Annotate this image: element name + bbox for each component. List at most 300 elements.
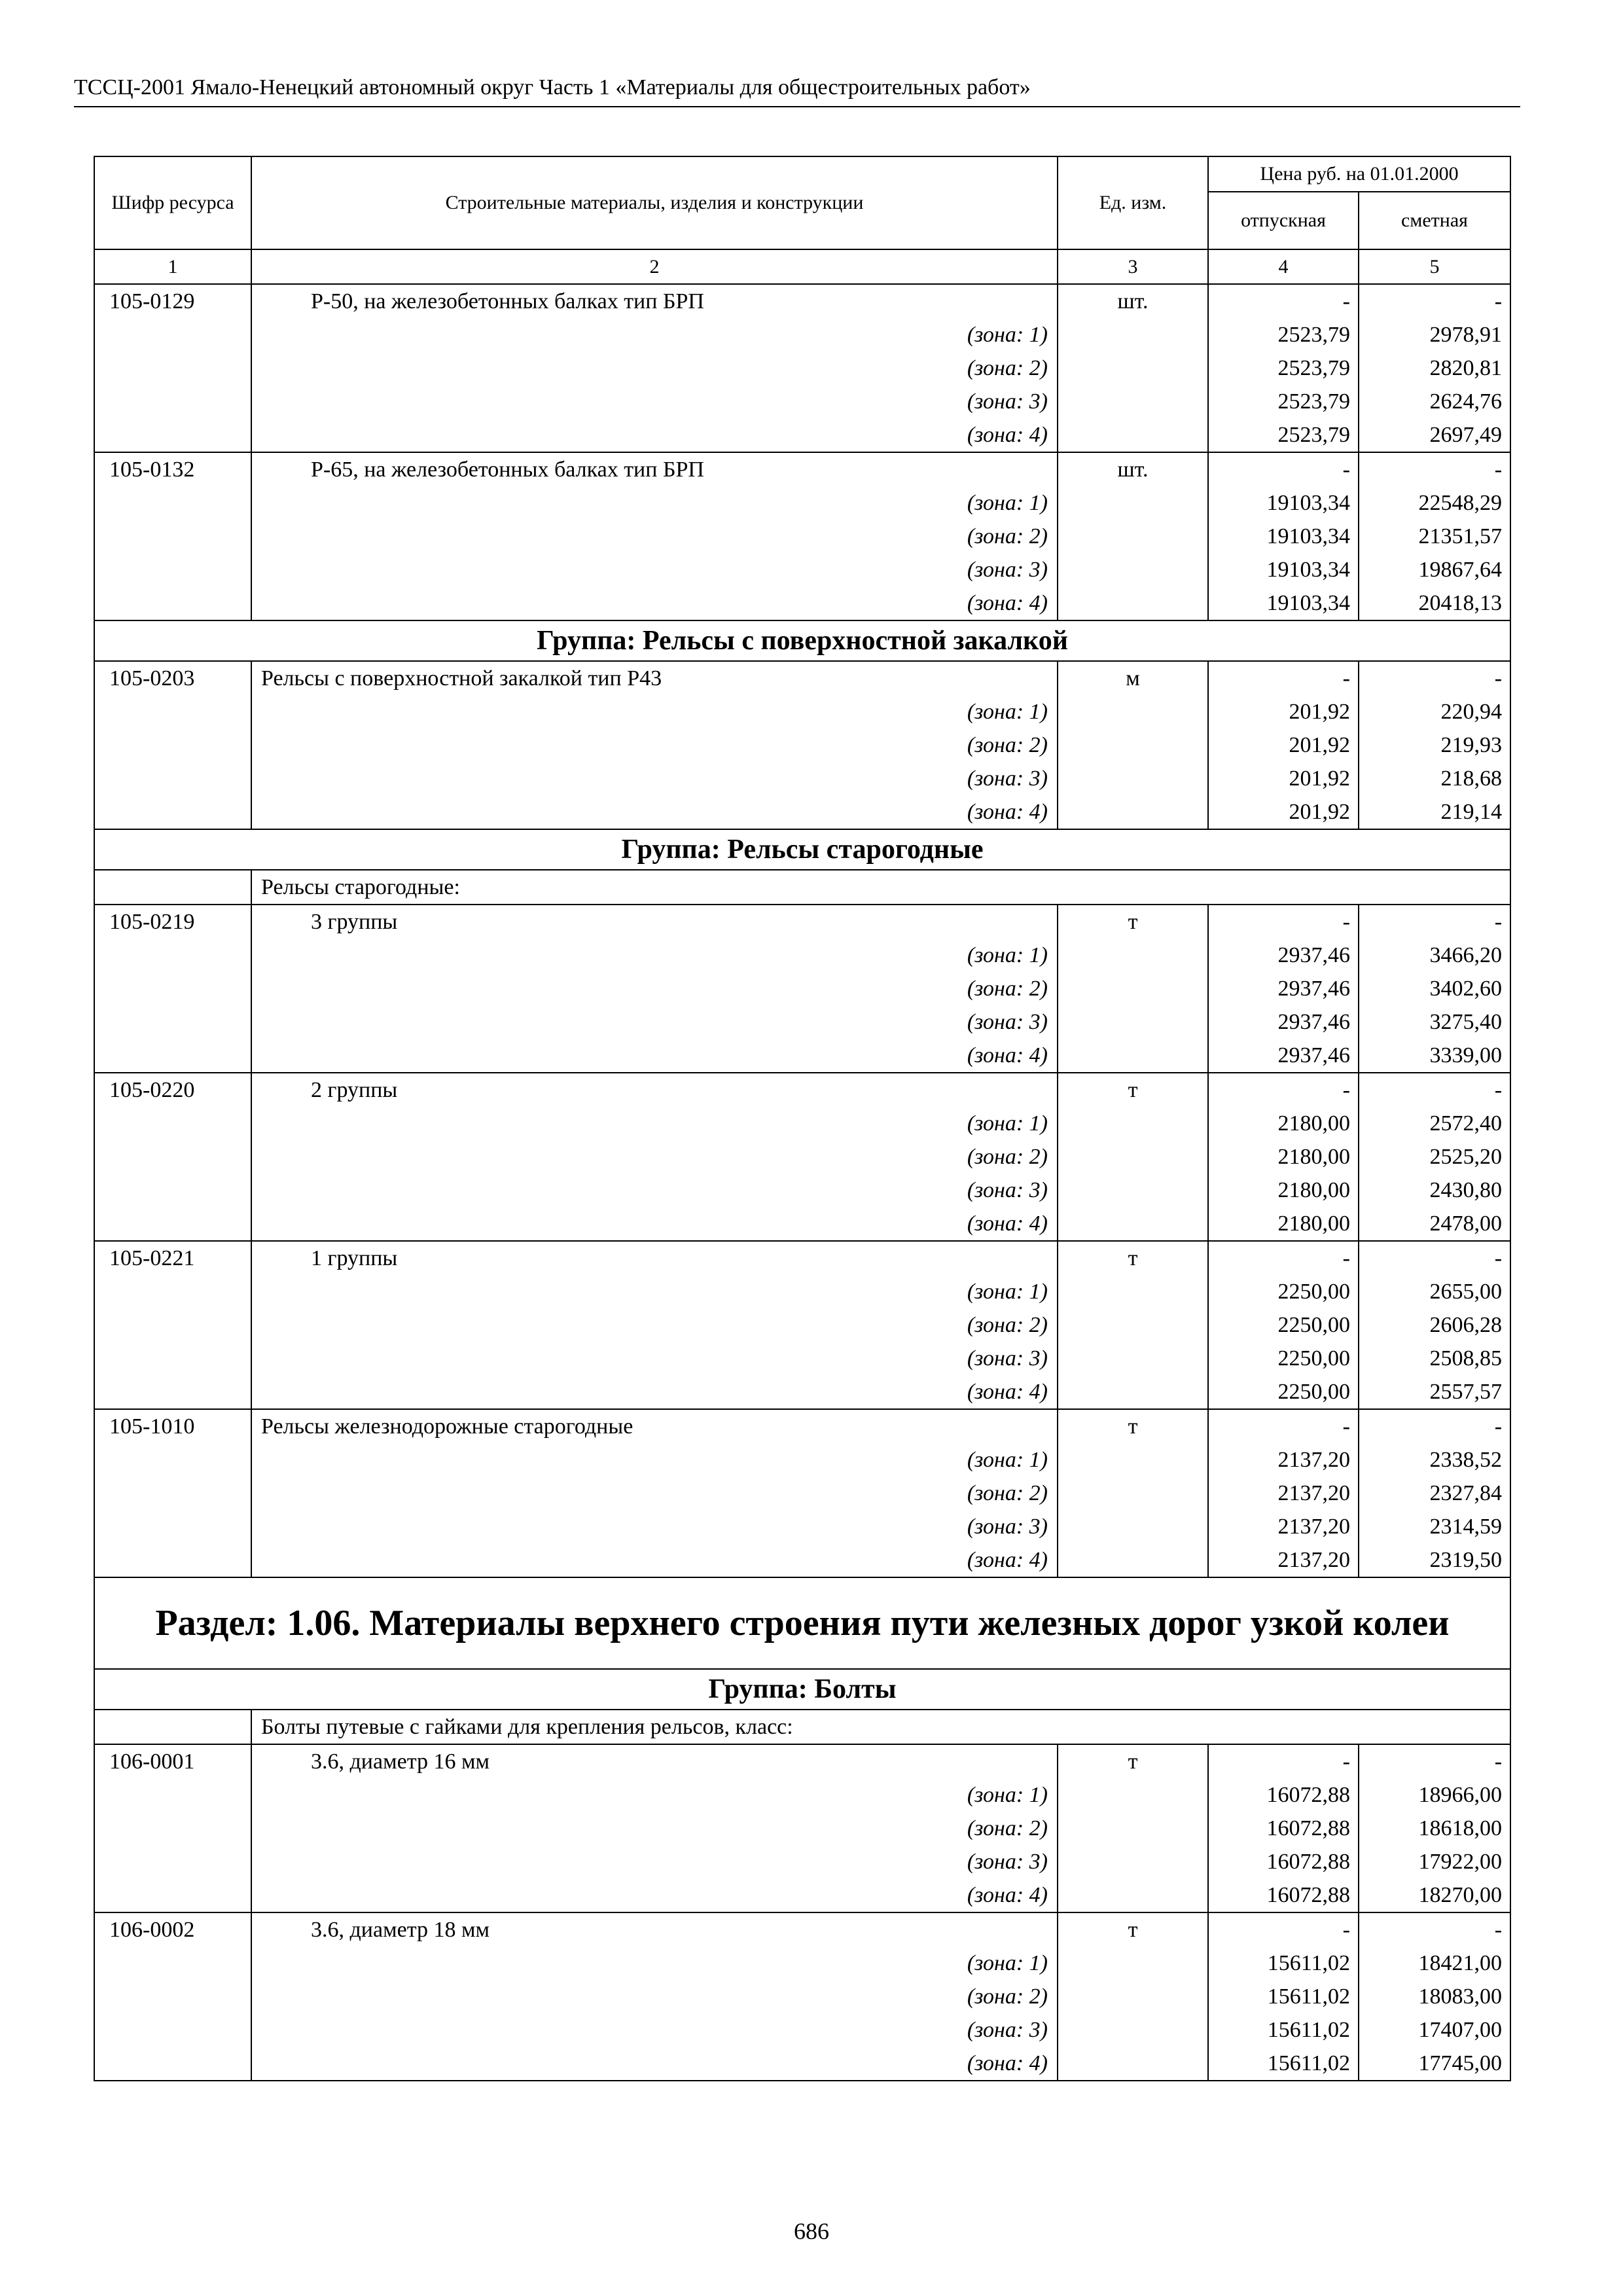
estimate-price: 2820,81 [1359, 351, 1510, 385]
empty-cell [1058, 351, 1208, 385]
zone-label: (зона: 4) [251, 1543, 1058, 1577]
resource-code: 105-1010 [94, 1409, 251, 1443]
empty-cell [1058, 972, 1208, 1005]
estimate-price: 2557,57 [1359, 1375, 1510, 1409]
estimate-price: 2655,00 [1359, 1275, 1510, 1308]
material-name: Рельсы железнодорожные старогодные [251, 1409, 1058, 1443]
release-price: 16072,88 [1208, 1778, 1359, 1812]
zone-row [94, 2047, 1510, 2081]
empty-cell [94, 1342, 251, 1375]
empty-cell [94, 1275, 251, 1308]
zone-row [94, 1477, 1510, 1510]
empty-cell [1058, 1174, 1208, 1207]
empty-cell [1058, 2013, 1208, 2047]
zone-row [94, 553, 1510, 586]
release-price: 2250,00 [1208, 1342, 1359, 1375]
empty-cell [94, 762, 251, 795]
zone-row [94, 1207, 1510, 1241]
empty-cell [94, 1107, 251, 1140]
release-price: - [1208, 452, 1359, 486]
estimate-price: 3466,20 [1359, 939, 1510, 972]
release-price: 16072,88 [1208, 1878, 1359, 1912]
empty-cell [94, 553, 251, 586]
subheading-row [94, 1710, 1510, 1744]
empty-cell [94, 486, 251, 520]
release-price: 19103,34 [1208, 520, 1359, 553]
resource-code: 106-0002 [94, 1912, 251, 1946]
release-price: 201,92 [1208, 695, 1359, 728]
price-table [94, 156, 1511, 2081]
zone-label: (зона: 2) [251, 1980, 1058, 2013]
empty-cell [94, 870, 251, 905]
release-price: - [1208, 1409, 1359, 1443]
zone-row [94, 1005, 1510, 1039]
zone-label: (зона: 3) [251, 1174, 1058, 1207]
zone-label: (зона: 2) [251, 972, 1058, 1005]
release-price: 2523,79 [1208, 351, 1359, 385]
resource-code: 105-0221 [94, 1241, 251, 1275]
zone-label: (зона: 1) [251, 1443, 1058, 1477]
estimate-price: - [1359, 284, 1510, 318]
unit: т [1058, 1073, 1208, 1107]
empty-cell [1058, 728, 1208, 762]
section-heading: Раздел: 1.06. Материалы верхнего строения пути железных дорог узкой колеи [94, 1577, 1510, 1669]
empty-cell [1058, 1812, 1208, 1845]
empty-cell [94, 1308, 251, 1342]
empty-cell [1058, 1946, 1208, 1980]
estimate-price: 2525,20 [1359, 1140, 1510, 1174]
zone-row [94, 972, 1510, 1005]
empty-cell [94, 1543, 251, 1577]
empty-cell [1058, 1543, 1208, 1577]
empty-cell [94, 728, 251, 762]
resource-code: 105-0203 [94, 661, 251, 695]
zone-label: (зона: 1) [251, 486, 1058, 520]
zone-label: (зона: 2) [251, 1477, 1058, 1510]
zone-row [94, 520, 1510, 553]
release-price: 2523,79 [1208, 318, 1359, 351]
zone-row [94, 1140, 1510, 1174]
release-price: - [1208, 905, 1359, 939]
subheading-row [94, 870, 1510, 905]
group-heading: Группа: Рельсы с поверхностной закалкой [94, 620, 1510, 661]
material-name: 3.6, диаметр 16 мм [251, 1744, 1058, 1778]
empty-cell [94, 1039, 251, 1073]
empty-cell [94, 1140, 251, 1174]
empty-cell [1058, 1308, 1208, 1342]
material-name: Р-50, на железобетонных балках тип БРП [251, 284, 1058, 318]
zone-label: (зона: 3) [251, 2013, 1058, 2047]
estimate-price: - [1359, 1409, 1510, 1443]
release-price: 16072,88 [1208, 1812, 1359, 1845]
empty-cell [94, 1845, 251, 1878]
header-code: Шифр ресурса [94, 156, 251, 249]
empty-cell [1058, 1878, 1208, 1912]
empty-cell [1058, 695, 1208, 728]
group-heading-row [94, 829, 1510, 870]
section-heading-row [94, 1577, 1510, 1669]
zone-label: (зона: 3) [251, 385, 1058, 418]
estimate-price: 20418,13 [1359, 586, 1510, 620]
empty-cell [94, 385, 251, 418]
estimate-price: 3402,60 [1359, 972, 1510, 1005]
empty-cell [1058, 1039, 1208, 1073]
release-price: - [1208, 661, 1359, 695]
estimate-price: 2314,59 [1359, 1510, 1510, 1543]
empty-cell [1058, 1207, 1208, 1241]
subheading-text: Рельсы старогодные: [251, 870, 1510, 905]
zone-label: (зона: 3) [251, 1510, 1058, 1543]
release-price: 201,92 [1208, 762, 1359, 795]
zone-row [94, 1878, 1510, 1912]
empty-cell [1058, 486, 1208, 520]
estimate-price: - [1359, 1744, 1510, 1778]
zone-row [94, 795, 1510, 829]
page-header: ТССЦ-2001 Ямало-Ненецкий автономный округ Часть 1 «Материалы для общестроительных работ» [74, 73, 1520, 107]
column-number: 4 [1208, 249, 1359, 284]
estimate-price: - [1359, 1912, 1510, 1946]
release-price: 2137,20 [1208, 1477, 1359, 1510]
zone-row [94, 728, 1510, 762]
material-name: 1 группы [251, 1241, 1058, 1275]
empty-cell [94, 1174, 251, 1207]
empty-cell [94, 939, 251, 972]
zone-row [94, 418, 1510, 452]
zone-row [94, 1510, 1510, 1543]
zone-row [94, 1946, 1510, 1980]
release-price: 15611,02 [1208, 1946, 1359, 1980]
release-price: 19103,34 [1208, 486, 1359, 520]
unit: м [1058, 661, 1208, 695]
header-estimate: сметная [1359, 192, 1510, 249]
empty-cell [94, 1710, 251, 1744]
header-unit: Ед. изм. [1058, 156, 1208, 249]
zone-label: (зона: 4) [251, 1878, 1058, 1912]
empty-cell [94, 418, 251, 452]
price-table-wrapper [94, 156, 1510, 2081]
release-price: 2250,00 [1208, 1375, 1359, 1409]
column-number: 1 [94, 249, 251, 284]
zone-label: (зона: 4) [251, 1375, 1058, 1409]
group-heading: Группа: Болты [94, 1669, 1510, 1710]
estimate-price: 219,93 [1359, 728, 1510, 762]
unit: т [1058, 1744, 1208, 1778]
estimate-price: 18966,00 [1359, 1778, 1510, 1812]
material-name: 3.6, диаметр 18 мм [251, 1912, 1058, 1946]
empty-cell [94, 2013, 251, 2047]
zone-row [94, 351, 1510, 385]
empty-cell [94, 1207, 251, 1241]
zone-row [94, 2013, 1510, 2047]
empty-cell [1058, 318, 1208, 351]
empty-cell [94, 1375, 251, 1409]
estimate-price: 2319,50 [1359, 1543, 1510, 1577]
empty-cell [1058, 1980, 1208, 2013]
empty-cell [1058, 1342, 1208, 1375]
group-heading-row [94, 620, 1510, 661]
empty-cell [1058, 418, 1208, 452]
group-heading: Группа: Рельсы старогодные [94, 829, 1510, 870]
zone-label: (зона: 4) [251, 795, 1058, 829]
empty-cell [1058, 1005, 1208, 1039]
unit: шт. [1058, 452, 1208, 486]
header-release: отпускная [1208, 192, 1359, 249]
zone-row [94, 1543, 1510, 1577]
header-price: Цена руб. на 01.01.2000 [1208, 156, 1510, 192]
release-price: 2180,00 [1208, 1174, 1359, 1207]
zone-label: (зона: 3) [251, 762, 1058, 795]
empty-cell [1058, 1477, 1208, 1510]
zone-row [94, 1375, 1510, 1409]
zone-row [94, 1107, 1510, 1140]
empty-cell [94, 972, 251, 1005]
empty-cell [94, 2047, 251, 2081]
release-price: 2523,79 [1208, 385, 1359, 418]
empty-cell [1058, 1845, 1208, 1878]
table-row [94, 452, 1510, 486]
material-name: Р-65, на железобетонных балках тип БРП [251, 452, 1058, 486]
subheading-text: Болты путевые с гайками для крепления рельсов, класс: [251, 1710, 1510, 1744]
release-price: 2137,20 [1208, 1543, 1359, 1577]
resource-code: 105-0220 [94, 1073, 251, 1107]
unit: т [1058, 1241, 1208, 1275]
zone-row [94, 1174, 1510, 1207]
zone-label: (зона: 1) [251, 318, 1058, 351]
empty-cell [94, 1005, 251, 1039]
empty-cell [94, 1510, 251, 1543]
empty-cell [1058, 1140, 1208, 1174]
release-price: 2937,46 [1208, 1039, 1359, 1073]
release-price: 2250,00 [1208, 1308, 1359, 1342]
zone-label: (зона: 2) [251, 1812, 1058, 1845]
empty-cell [1058, 553, 1208, 586]
column-number: 5 [1359, 249, 1510, 284]
release-price: 16072,88 [1208, 1845, 1359, 1878]
header-name: Строительные материалы, изделия и конструкции [251, 156, 1058, 249]
release-price: 2937,46 [1208, 972, 1359, 1005]
page-number: 686 [794, 2218, 829, 2244]
table-row [94, 1073, 1510, 1107]
empty-cell [1058, 520, 1208, 553]
resource-code: 105-0132 [94, 452, 251, 486]
zone-label: (зона: 1) [251, 1778, 1058, 1812]
zone-label: (зона: 4) [251, 1039, 1058, 1073]
zone-row [94, 1308, 1510, 1342]
zone-label: (зона: 3) [251, 1342, 1058, 1375]
release-price: 201,92 [1208, 728, 1359, 762]
table-row [94, 1744, 1510, 1778]
zone-label: (зона: 3) [251, 1005, 1058, 1039]
release-price: 2180,00 [1208, 1107, 1359, 1140]
estimate-price: 19867,64 [1359, 553, 1510, 586]
zone-label: (зона: 1) [251, 939, 1058, 972]
zone-label: (зона: 2) [251, 520, 1058, 553]
zone-row [94, 1275, 1510, 1308]
estimate-price: 2478,00 [1359, 1207, 1510, 1241]
estimate-price: 2624,76 [1359, 385, 1510, 418]
table-row [94, 661, 1510, 695]
estimate-price: 219,14 [1359, 795, 1510, 829]
estimate-price: 17407,00 [1359, 2013, 1510, 2047]
zone-label: (зона: 1) [251, 1275, 1058, 1308]
estimate-price: 17745,00 [1359, 2047, 1510, 2081]
empty-cell [1058, 1107, 1208, 1140]
unit: т [1058, 1409, 1208, 1443]
release-price: 19103,34 [1208, 586, 1359, 620]
release-price: 15611,02 [1208, 2047, 1359, 2081]
estimate-price: - [1359, 661, 1510, 695]
resource-code: 105-0219 [94, 905, 251, 939]
empty-cell [1058, 2047, 1208, 2081]
zone-label: (зона: 4) [251, 586, 1058, 620]
estimate-price: - [1359, 452, 1510, 486]
estimate-price: 2338,52 [1359, 1443, 1510, 1477]
zone-label: (зона: 2) [251, 1140, 1058, 1174]
zone-row [94, 1845, 1510, 1878]
estimate-price: 18421,00 [1359, 1946, 1510, 1980]
zone-label: (зона: 2) [251, 351, 1058, 385]
estimate-price: 21351,57 [1359, 520, 1510, 553]
table-row [94, 1241, 1510, 1275]
estimate-price: 3275,40 [1359, 1005, 1510, 1039]
release-price: 201,92 [1208, 795, 1359, 829]
estimate-price: - [1359, 905, 1510, 939]
zone-row [94, 486, 1510, 520]
zone-row [94, 318, 1510, 351]
unit: т [1058, 905, 1208, 939]
estimate-price: 22548,29 [1359, 486, 1510, 520]
empty-cell [94, 1946, 251, 1980]
table-row [94, 1912, 1510, 1946]
estimate-price: 2430,80 [1359, 1174, 1510, 1207]
table-row [94, 905, 1510, 939]
empty-cell [94, 1878, 251, 1912]
material-name: Рельсы с поверхностной закалкой тип Р43 [251, 661, 1058, 695]
release-price: 2137,20 [1208, 1443, 1359, 1477]
table-header [94, 156, 1510, 284]
material-name: 2 группы [251, 1073, 1058, 1107]
zone-row [94, 1039, 1510, 1073]
empty-cell [94, 586, 251, 620]
resource-code: 106-0001 [94, 1744, 251, 1778]
empty-cell [1058, 1375, 1208, 1409]
zone-label: (зона: 4) [251, 418, 1058, 452]
zone-row [94, 695, 1510, 728]
zone-label: (зона: 2) [251, 1308, 1058, 1342]
zone-label: (зона: 1) [251, 1946, 1058, 1980]
zone-row [94, 586, 1510, 620]
estimate-price: 18270,00 [1359, 1878, 1510, 1912]
estimate-price: 220,94 [1359, 695, 1510, 728]
unit: шт. [1058, 284, 1208, 318]
empty-cell [94, 318, 251, 351]
empty-cell [94, 1443, 251, 1477]
release-price: 2523,79 [1208, 418, 1359, 452]
table-row [94, 1409, 1510, 1443]
release-price: 2250,00 [1208, 1275, 1359, 1308]
release-price: - [1208, 1912, 1359, 1946]
estimate-price: 2327,84 [1359, 1477, 1510, 1510]
release-price: 19103,34 [1208, 553, 1359, 586]
release-price: 15611,02 [1208, 2013, 1359, 2047]
estimate-price: 2572,40 [1359, 1107, 1510, 1140]
estimate-price: - [1359, 1073, 1510, 1107]
group-heading-row [94, 1669, 1510, 1710]
zone-label: (зона: 3) [251, 553, 1058, 586]
zone-row [94, 1342, 1510, 1375]
estimate-price: 2697,49 [1359, 418, 1510, 452]
release-price: 2937,46 [1208, 1005, 1359, 1039]
resource-code: 105-0129 [94, 284, 251, 318]
estimate-price: 3339,00 [1359, 1039, 1510, 1073]
zone-row [94, 1443, 1510, 1477]
release-price: - [1208, 1073, 1359, 1107]
zone-row [94, 1778, 1510, 1812]
empty-cell [94, 695, 251, 728]
estimate-price: 18083,00 [1359, 1980, 1510, 2013]
release-price: 2937,46 [1208, 939, 1359, 972]
estimate-price: 2508,85 [1359, 1342, 1510, 1375]
empty-cell [1058, 795, 1208, 829]
zone-label: (зона: 1) [251, 1107, 1058, 1140]
zone-label: (зона: 4) [251, 2047, 1058, 2081]
zone-row [94, 385, 1510, 418]
empty-cell [94, 1812, 251, 1845]
empty-cell [94, 1477, 251, 1510]
zone-label: (зона: 1) [251, 695, 1058, 728]
zone-label: (зона: 3) [251, 1845, 1058, 1878]
estimate-price: 2978,91 [1359, 318, 1510, 351]
empty-cell [1058, 1443, 1208, 1477]
column-number: 2 [251, 249, 1058, 284]
material-name: 3 группы [251, 905, 1058, 939]
release-price: - [1208, 1241, 1359, 1275]
column-numbers-row [94, 249, 1510, 284]
empty-cell [94, 520, 251, 553]
table-row [94, 284, 1510, 318]
empty-cell [94, 795, 251, 829]
estimate-price: - [1359, 1241, 1510, 1275]
release-price: 2137,20 [1208, 1510, 1359, 1543]
empty-cell [94, 351, 251, 385]
empty-cell [1058, 1275, 1208, 1308]
empty-cell [1058, 762, 1208, 795]
empty-cell [1058, 385, 1208, 418]
zone-label: (зона: 4) [251, 1207, 1058, 1241]
empty-cell [94, 1980, 251, 2013]
zone-row [94, 1980, 1510, 2013]
estimate-price: 18618,00 [1359, 1812, 1510, 1845]
empty-cell [1058, 586, 1208, 620]
table-body [94, 284, 1510, 2081]
release-price: 15611,02 [1208, 1980, 1359, 2013]
zone-row [94, 762, 1510, 795]
release-price: - [1208, 1744, 1359, 1778]
empty-cell [94, 1778, 251, 1812]
release-price: - [1208, 284, 1359, 318]
zone-row [94, 1812, 1510, 1845]
column-number: 3 [1058, 249, 1208, 284]
empty-cell [1058, 1510, 1208, 1543]
estimate-price: 218,68 [1359, 762, 1510, 795]
estimate-price: 2606,28 [1359, 1308, 1510, 1342]
estimate-price: 17922,00 [1359, 1845, 1510, 1878]
release-price: 2180,00 [1208, 1207, 1359, 1241]
empty-cell [1058, 1778, 1208, 1812]
empty-cell [1058, 939, 1208, 972]
zone-row [94, 939, 1510, 972]
unit: т [1058, 1912, 1208, 1946]
